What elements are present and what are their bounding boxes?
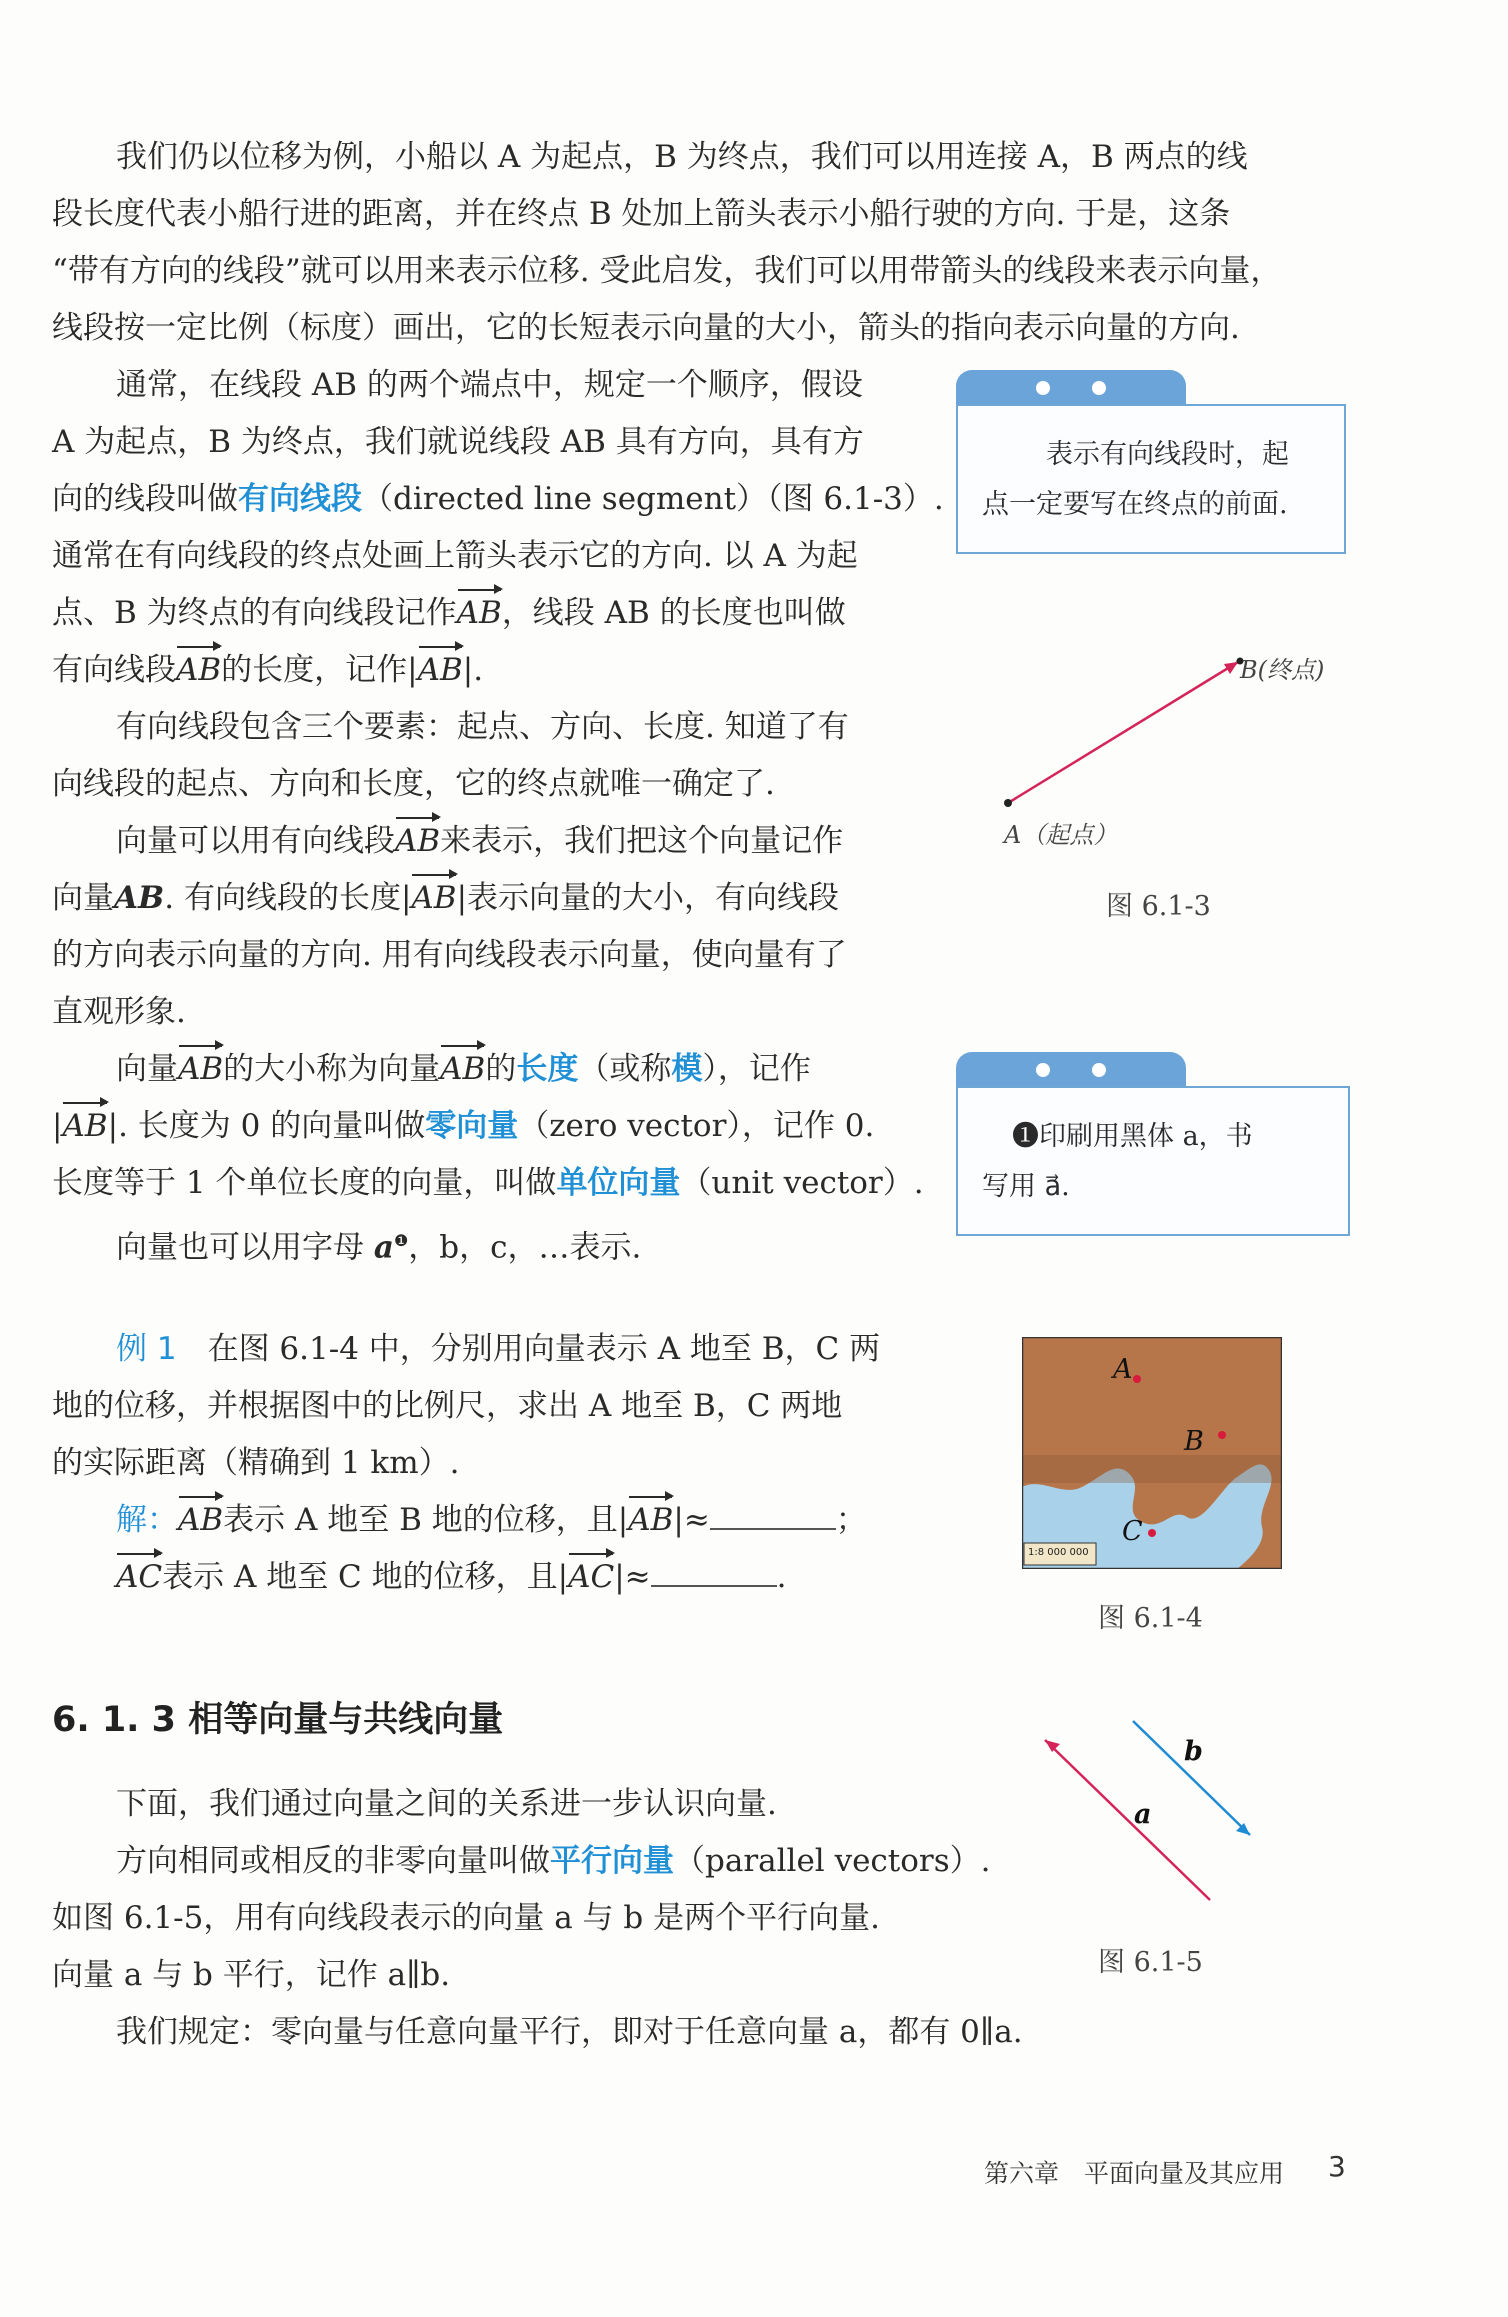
- vector-AB: AB: [62, 1098, 107, 1155]
- page-number: 3: [1328, 2150, 1346, 2183]
- solution-label: 解：: [116, 1502, 178, 1538]
- text: 的长度，记作|: [221, 652, 418, 688]
- text: |.: [462, 652, 484, 688]
- text-line: [52, 1155, 924, 1212]
- vector-AC: AC: [568, 1549, 614, 1606]
- margin-note-1: [956, 404, 1346, 554]
- text-line: 直观形象.: [52, 994, 186, 1030]
- map-scale-text: 1:8 000 000: [1028, 1547, 1089, 1558]
- vector-AB: AB: [418, 642, 463, 699]
- section-title: 相等向量与共线向量: [188, 1700, 504, 1740]
- text: [177, 1331, 208, 1367]
- text-line: [52, 1549, 880, 1606]
- text: （unit vector）.: [680, 1165, 924, 1201]
- text-line: 向量 a 与 b 平行，记作 a∥b.: [52, 1957, 451, 1993]
- text: （directed line segment）（图 6.1-3）.: [362, 481, 944, 517]
- text: |表示向量的大小，有向线段: [456, 880, 840, 916]
- term-directed-segment: 有向线段: [238, 481, 362, 517]
- map-shade: [1022, 1455, 1282, 1483]
- text: ，线段 AB 的长度也叫做: [501, 595, 846, 631]
- vector-AB: AB: [178, 1041, 223, 1098]
- map-label-A: A: [1113, 1354, 1133, 1385]
- paragraph-4: [52, 813, 847, 1041]
- text: ），记作: [702, 1051, 811, 1087]
- caption-fig-6-1-5: 图 6.1-5: [1098, 1947, 1203, 1978]
- text: （zero vector），记作 0.: [518, 1108, 875, 1144]
- text-line: 我们仍以位移为例，小船以 A 为起点，B 为终点，我们可以用连接 A，B 两点的线: [116, 139, 1248, 175]
- text: 的大小称为向量: [223, 1051, 441, 1087]
- term-length: 长度: [516, 1051, 579, 1087]
- text-line: [52, 585, 944, 642]
- text: 向量可以用有向线段: [116, 823, 395, 859]
- text-line: [52, 471, 944, 528]
- text-line: [52, 813, 847, 870]
- text: （parallel vectors）.: [674, 1843, 991, 1879]
- text-line: 地的位移，并根据图中的比例尺，求出 A 地至 B，C 两地: [52, 1388, 843, 1424]
- text-line: 有向线段包含三个要素：起点、方向、长度. 知道了有: [116, 709, 849, 745]
- note-tab: [956, 1052, 1186, 1086]
- text: |≈: [614, 1559, 651, 1595]
- point-A: [1133, 1375, 1141, 1383]
- section-heading: [52, 1692, 503, 1742]
- text-line: “带有方向的线段”就可以用来表示位移. 受此启发，我们可以用带箭头的线段来表示向量，: [52, 253, 1282, 289]
- text: .: [776, 1559, 787, 1595]
- label-point-A: A（起点）: [1004, 821, 1118, 849]
- vector-AB-bold: AB: [114, 880, 165, 916]
- text-line: 线段按一定比例（标度）画出，它的长短表示向量的大小，箭头的指向表示向量的方向.: [52, 310, 1240, 346]
- text-line: [52, 870, 847, 927]
- text: ，b，c，…表示.: [408, 1229, 642, 1266]
- text-line: [52, 1098, 924, 1155]
- text-line: 的实际距离（精确到 1 km）.: [52, 1445, 460, 1481]
- text-line: 的方向表示向量的方向. 用有向线段表示向量，使向量有了: [52, 937, 847, 973]
- text: 向量也可以用字母: [116, 1229, 374, 1266]
- text-line: [52, 642, 944, 699]
- text-line: 下面，我们通过向量之间的关系进一步认识向量.: [116, 1786, 777, 1822]
- text: ；: [835, 1502, 867, 1538]
- text-line: 段长度代表小船行进的距离，并在终点 B 处加上箭头表示小船行驶的方向. 于是，这条: [52, 196, 1231, 232]
- text: 有向线段: [52, 652, 176, 688]
- vector-AB: AB: [178, 1492, 223, 1549]
- footer-chapter: 第六章 平面向量及其应用: [984, 2159, 1285, 2188]
- paragraph-6: [52, 1776, 1023, 2061]
- caption-fig-6-1-4: 图 6.1-4: [1098, 1603, 1203, 1634]
- letter-a: a: [373, 1229, 394, 1266]
- text-line: [52, 1212, 924, 1269]
- text-line: [52, 1833, 1023, 1890]
- term-modulus: 模: [671, 1051, 703, 1087]
- text: 向的线段叫做: [52, 481, 238, 517]
- point-B: [1218, 1431, 1226, 1439]
- text: 长度等于 1 个单位长度的向量，叫做: [52, 1165, 557, 1201]
- text: |: [52, 1108, 63, 1144]
- vector-AB: AB: [176, 642, 221, 699]
- text-line: 如图 6.1-5，用有向线段表示的向量 a 与 b 是两个平行向量.: [52, 1900, 880, 1936]
- paragraph-1: [52, 129, 1281, 357]
- note-line: 写用 a⃗.: [982, 1171, 1070, 1202]
- margin-note-2: [956, 1086, 1350, 1236]
- map-label-B: B: [1184, 1426, 1204, 1457]
- tab-dot: [1036, 1063, 1050, 1077]
- vector-b-label: b: [1184, 1736, 1203, 1767]
- text: 点、B 为终点的有向线段记作: [52, 595, 457, 631]
- tab-dot: [1092, 1063, 1106, 1077]
- vector-AB: AB: [628, 1492, 673, 1549]
- label-point-B: B(终点): [1240, 656, 1325, 684]
- vector-AB: AB: [457, 585, 502, 642]
- text: 在图 6.1-4 中，分别用向量表示 A 地至 B，C 两: [207, 1331, 881, 1367]
- text-line: [52, 1321, 880, 1378]
- point-A: [1004, 799, 1012, 807]
- point-C: [1148, 1529, 1156, 1537]
- vector-a-arrow: [1045, 1740, 1060, 1752]
- term-parallel-vectors: 平行向量: [550, 1843, 674, 1879]
- answer-blank[interactable]: [710, 1504, 836, 1530]
- text: . 有向线段的长度|: [164, 880, 412, 916]
- term-unit-vector: 单位向量: [556, 1165, 681, 1201]
- map-label-C: C: [1122, 1516, 1143, 1547]
- text: 表示 A 地至 C 地的位移，且|: [162, 1559, 569, 1595]
- directed-segment-AB: [1008, 662, 1238, 803]
- vector-AC: AC: [116, 1549, 162, 1606]
- text: |. 长度为 0 的向量叫做: [107, 1108, 426, 1144]
- note-line: ❶印刷用黑体 a，书: [1012, 1121, 1253, 1152]
- note-line: 点一定要写在终点的前面.: [982, 489, 1288, 520]
- note-tab: [956, 370, 1186, 404]
- text-line: A 为起点，B 为终点，我们就说线段 AB 具有方向，具有方: [52, 424, 864, 460]
- text-line: 通常在有向线段的终点处画上箭头表示它的方向. 以 A 为起: [52, 538, 858, 574]
- paragraph-2: [52, 357, 944, 699]
- tab-dot: [1092, 381, 1106, 395]
- caption-fig-6-1-3: 图 6.1-3: [1106, 891, 1211, 922]
- answer-blank[interactable]: [651, 1561, 777, 1587]
- text: 向量: [116, 1051, 178, 1087]
- text-line: 我们规定：零向量与任意向量平行，即对于任意向量 a，都有 0∥a.: [116, 2014, 1023, 2050]
- term-zero-vector: 零向量: [425, 1108, 519, 1144]
- paragraph-5: [52, 1041, 924, 1269]
- section-number: 6. 1. 3: [52, 1700, 177, 1740]
- text: 的: [485, 1051, 517, 1087]
- footnote-mark: ❶: [393, 1231, 409, 1250]
- vector-AB: AB: [411, 870, 456, 927]
- figure-6-1-4-map: [1022, 1337, 1282, 1569]
- text: |≈: [673, 1502, 710, 1538]
- text: 表示 A 地至 B 地的位移，且|: [223, 1502, 629, 1538]
- tab-dot: [1036, 381, 1050, 395]
- note-line: 表示有向线段时，起: [1046, 439, 1289, 470]
- vector-a-label: a: [1134, 1799, 1152, 1830]
- vector-AB: AB: [395, 813, 440, 870]
- example-label: 例 1: [116, 1331, 177, 1367]
- text: （或称: [578, 1051, 672, 1087]
- example-1: [52, 1321, 880, 1606]
- text-line: 向线段的起点、方向和长度，它的终点就唯一确定了.: [52, 766, 775, 802]
- text-line: 通常，在线段 AB 的两个端点中，规定一个顺序，假设: [116, 367, 863, 403]
- text: 方向相同或相反的非零向量叫做: [116, 1843, 550, 1879]
- text: 向量: [52, 880, 114, 916]
- paragraph-3: [52, 699, 849, 813]
- text-line: [52, 1492, 880, 1549]
- vector-AB: AB: [440, 1041, 485, 1098]
- text: 来表示，我们把这个向量记作: [440, 823, 844, 859]
- text-line: [52, 1041, 924, 1098]
